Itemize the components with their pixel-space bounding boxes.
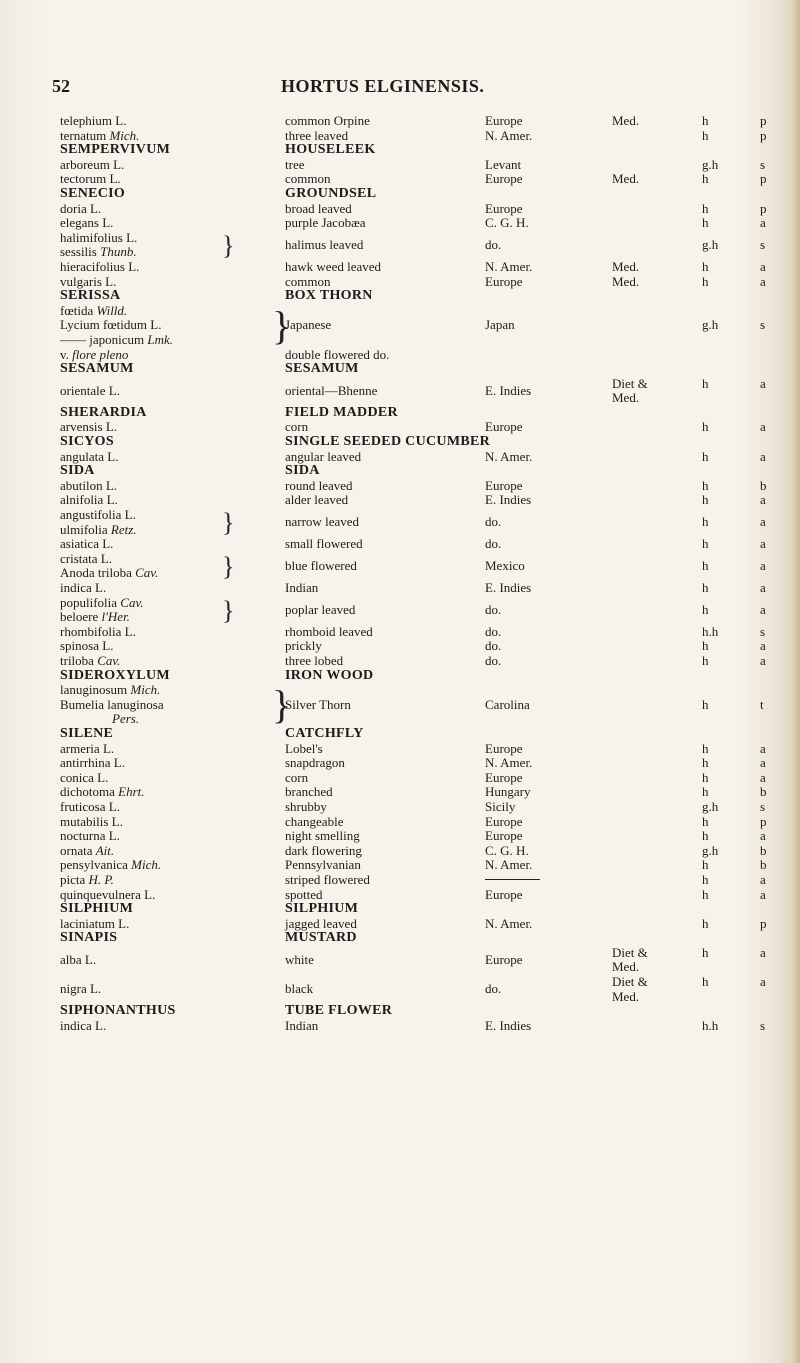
habit-code: b <box>760 842 767 858</box>
use: Med. <box>612 273 640 289</box>
species-row <box>0 348 800 363</box>
genus-name: SIDEROXYLUM <box>60 667 170 683</box>
species-name: dichotoma Ehrt. <box>60 784 145 800</box>
duration-code: h <box>702 813 709 829</box>
duration-code: h <box>702 492 709 508</box>
species-name: laciniatum L. <box>60 915 130 931</box>
genus-name: SILENE <box>60 725 114 741</box>
species-name: ornata Ait. <box>60 842 115 858</box>
native-country: Hungary <box>485 784 531 800</box>
duration-code: h <box>702 601 709 617</box>
synonym-brace: } <box>222 508 235 538</box>
habit-code: p <box>760 813 767 829</box>
common-name: Japanese <box>285 317 332 333</box>
species-name: quinquevulnera L. <box>60 886 156 902</box>
common-name: snapdragon <box>285 755 345 771</box>
duration-code: h <box>702 915 709 931</box>
habit-code: a <box>760 974 766 990</box>
common-name: prickly <box>285 638 322 654</box>
native-country: Sicily <box>485 798 516 814</box>
habit-code: a <box>760 944 766 960</box>
species-row <box>0 873 800 888</box>
common-name: striped flowered <box>285 871 370 887</box>
habit-code: a <box>760 886 766 902</box>
page-header <box>0 76 800 98</box>
native-country: N. Amer. <box>485 127 533 143</box>
species-row <box>0 800 800 815</box>
catalogue-table <box>0 114 800 1033</box>
species-name: fœtida Willd. Lycium fœtidum L. —— japonicum Lmk. <box>60 302 174 347</box>
species-row <box>0 639 800 654</box>
species-name: triloba Cav. <box>60 652 121 668</box>
habit-code: p <box>760 127 767 143</box>
common-name: night smelling <box>285 828 360 844</box>
habit-code: s <box>760 237 766 253</box>
habit-code: a <box>760 601 766 617</box>
habit-code: s <box>760 1017 766 1033</box>
common-name: spotted <box>285 886 323 902</box>
duration-code: h <box>702 871 709 887</box>
genus-row <box>0 187 800 202</box>
duration-code: h.h <box>702 1017 719 1033</box>
duration-code: h <box>702 828 709 844</box>
species-row <box>0 581 800 596</box>
use: Diet & Med. <box>612 375 648 406</box>
species-row <box>0 771 800 786</box>
species-name: fruticosa L. <box>60 798 120 814</box>
native-country: E. Indies <box>485 1017 532 1033</box>
species-row <box>0 975 800 1004</box>
native-country: Europe <box>485 113 523 128</box>
native-country: N. Amer. <box>485 258 533 274</box>
species-name: alba L. <box>60 952 97 968</box>
native-country: E. Indies <box>485 492 532 508</box>
native-country: C. G. H. <box>485 215 529 231</box>
genus-name: SEMPERVIVUM <box>60 142 171 158</box>
species-row <box>0 202 800 217</box>
common-name: rhomboid leaved <box>285 623 373 639</box>
habit-code: t <box>760 696 764 712</box>
native-country: do. <box>485 652 502 668</box>
species-name: populifolia Cav. beloere l'Her. <box>60 594 144 625</box>
species-row <box>0 625 800 640</box>
species-row <box>0 756 800 771</box>
native-country: do. <box>485 536 502 552</box>
running-title: HORTUS ELGINENSIS. <box>281 76 485 96</box>
species-row <box>0 654 800 669</box>
species-name: arvensis L. <box>60 419 118 435</box>
habit-code: a <box>760 215 766 231</box>
common-name: Indian <box>285 1017 319 1033</box>
species-row <box>0 858 800 873</box>
species-row <box>0 450 800 465</box>
native-country: Carolina <box>485 696 530 712</box>
genus-name: SINAPIS <box>60 930 118 946</box>
habit-code: b <box>760 477 767 493</box>
native-country: Europe <box>485 171 523 187</box>
genus-name: SIPHONANTHUS <box>60 1003 176 1019</box>
native-country: Levant <box>485 156 522 172</box>
duration-code: h <box>702 974 709 990</box>
habit-code: a <box>760 258 766 274</box>
species-name: alnifolia L. <box>60 492 118 508</box>
species-name: conica L. <box>60 769 109 785</box>
duration-code: h <box>702 755 709 771</box>
synonym-brace: } <box>222 595 235 625</box>
native-country: Europe <box>485 200 523 216</box>
habit-code: p <box>760 171 767 187</box>
use: Med. <box>612 113 640 128</box>
species-name: nigra L. <box>60 981 102 997</box>
species-name: antirrhina L. <box>60 755 125 771</box>
genus-common-name: BOX THORN <box>285 288 373 304</box>
duration-code: h <box>702 258 709 274</box>
common-name: common Orpine <box>285 113 370 128</box>
duration-code: h <box>702 740 709 756</box>
genus-row <box>0 669 800 684</box>
genus-common-name: TUBE FLOWER <box>285 1003 393 1019</box>
species-row <box>0 420 800 435</box>
species-name: indica L. <box>60 1017 107 1033</box>
common-name: Pennsylvanian <box>285 857 361 873</box>
species-name: pensylvanica Mich. <box>60 857 162 873</box>
genus-common-name: IRON WOOD <box>285 667 374 683</box>
duration-code: g.h <box>702 798 719 814</box>
genus-row <box>0 362 800 377</box>
common-name: oriental—Bhenne <box>285 383 378 398</box>
common-name: corn <box>285 769 309 785</box>
duration-code: h <box>702 273 709 289</box>
habit-code: p <box>760 200 767 216</box>
duration-code: h <box>702 784 709 800</box>
common-name: round leaved <box>285 477 353 493</box>
species-name: doria L. <box>60 200 102 216</box>
common-name: Indian <box>285 580 319 596</box>
species-row <box>0 742 800 757</box>
habit-code: a <box>760 558 766 574</box>
native-country: E. Indies <box>485 383 532 398</box>
genus-common-name: GROUNDSEL <box>285 185 377 201</box>
common-name: broad leaved <box>285 200 352 216</box>
common-name: shrubby <box>285 798 327 814</box>
common-name: Silver Thorn <box>285 696 351 712</box>
common-name: poplar leaved <box>285 601 356 617</box>
genus-row <box>0 143 800 158</box>
duration-code: h <box>702 477 709 493</box>
species-row <box>0 158 800 173</box>
species-row <box>0 479 800 494</box>
habit-code: s <box>760 156 766 172</box>
species-row <box>0 917 800 932</box>
species-name: nocturna L. <box>60 828 120 844</box>
duration-code: h <box>702 696 709 712</box>
native-country: Europe <box>485 769 523 785</box>
duration-code: h <box>702 171 709 187</box>
native-country: Europe <box>485 419 523 435</box>
genus-row <box>0 931 800 946</box>
species-name: elegans L. <box>60 215 114 231</box>
common-name: tree <box>285 156 305 172</box>
duration-code: h <box>702 113 709 128</box>
species-row <box>0 114 800 129</box>
species-name: lanuginosum Mich. Bumelia lanuginosa Pers. <box>60 682 164 727</box>
genus-common-name: FIELD MADDER <box>285 404 398 420</box>
duration-code: h <box>702 944 709 960</box>
species-row <box>0 683 800 727</box>
species-name: telephium L. <box>60 113 127 128</box>
native-country: do. <box>485 601 502 617</box>
native-country: Europe <box>485 477 523 493</box>
common-name: Lobel's <box>285 740 323 756</box>
species-row <box>0 493 800 508</box>
common-name: halimus leaved <box>285 237 364 253</box>
native-country: do. <box>485 638 502 654</box>
habit-code: a <box>760 769 766 785</box>
native-country <box>485 873 615 888</box>
native-country: do. <box>485 981 502 997</box>
common-name: jagged leaved <box>285 915 357 931</box>
common-name: dark flowering <box>285 842 362 858</box>
genus-common-name: SESAMUM <box>285 361 359 377</box>
common-name: double flowered do. <box>285 346 390 362</box>
habit-code: s <box>760 798 766 814</box>
duration-code: h <box>702 419 709 435</box>
synonym-brace: } <box>272 302 292 348</box>
duration-code: g.h <box>702 237 719 253</box>
common-name: corn <box>285 419 309 435</box>
native-country: Mexico <box>485 558 525 574</box>
species-name: angulata L. <box>60 448 119 464</box>
genus-name: SERISSA <box>60 288 121 304</box>
species-row <box>0 129 800 144</box>
species-row <box>0 260 800 275</box>
synonym-brace: } <box>222 551 235 581</box>
native-country: N. Amer. <box>485 755 533 771</box>
habit-code: a <box>760 375 766 391</box>
genus-common-name: SINGLE SEEDED CUCUMBER <box>285 434 491 450</box>
common-name: angular leaved <box>285 448 362 464</box>
genus-common-name: MUSTARD <box>285 930 357 946</box>
native-country: N. Amer. <box>485 857 533 873</box>
species-row <box>0 231 800 260</box>
common-name: small flowered <box>285 536 363 552</box>
genus-row <box>0 727 800 742</box>
native-country: do. <box>485 237 502 253</box>
common-name: white <box>285 952 314 968</box>
species-name: cristata L. Anoda triloba Cav. <box>60 550 159 581</box>
duration-code: h <box>702 200 709 216</box>
common-name: black <box>285 981 314 997</box>
species-name: mutabilis L. <box>60 813 123 829</box>
species-name: orientale L. <box>60 383 120 398</box>
species-row <box>0 537 800 552</box>
species-name: armeria L. <box>60 740 115 756</box>
genus-name: SESAMUM <box>60 361 134 377</box>
duration-code: h <box>702 448 709 464</box>
duration-code: h <box>702 215 709 231</box>
habit-code: a <box>760 652 766 668</box>
habit-code: a <box>760 740 766 756</box>
page-number: 52 <box>52 76 70 96</box>
duration-code: h.h <box>702 623 719 639</box>
native-country: do. <box>485 514 502 530</box>
species-name: abutilon L. <box>60 477 118 493</box>
genus-row <box>0 464 800 479</box>
genus-name: SENECIO <box>60 185 126 201</box>
habit-code: a <box>760 492 766 508</box>
synonym-brace: } <box>222 230 235 260</box>
duration-code: h <box>702 769 709 785</box>
use: Med. <box>612 171 640 187</box>
species-row <box>0 216 800 231</box>
genus-row <box>0 1004 800 1019</box>
ditto-dash <box>485 879 540 880</box>
genus-name: SICYOS <box>60 434 114 450</box>
habit-code: s <box>760 317 766 333</box>
native-country: Europe <box>485 740 523 756</box>
duration-code: h <box>702 652 709 668</box>
species-row <box>0 815 800 830</box>
species-row <box>0 888 800 903</box>
duration-code: h <box>702 514 709 530</box>
genus-row <box>0 902 800 917</box>
use: Med. <box>612 258 640 274</box>
species-name: ternatum Mich. <box>60 127 140 143</box>
species-row <box>0 304 800 348</box>
species-row <box>0 275 800 290</box>
duration-code: h <box>702 536 709 552</box>
species-row <box>0 552 800 581</box>
species-name: hieracifolius L. <box>60 258 140 274</box>
habit-code: p <box>760 113 767 128</box>
species-row <box>0 377 800 406</box>
native-country: E. Indies <box>485 580 532 596</box>
native-country: N. Amer. <box>485 448 533 464</box>
habit-code: a <box>760 828 766 844</box>
synonym-brace: } <box>272 682 292 728</box>
species-row <box>0 946 800 975</box>
habit-code: b <box>760 784 767 800</box>
duration-code: h <box>702 638 709 654</box>
species-name: picta H. P. <box>60 871 114 887</box>
native-country: N. Amer. <box>485 915 533 931</box>
habit-code: a <box>760 273 766 289</box>
species-row <box>0 844 800 859</box>
common-name: common <box>285 171 331 187</box>
common-name: changeable <box>285 813 344 829</box>
use: Diet & Med. <box>612 974 648 1004</box>
species-row <box>0 1019 800 1034</box>
habit-code: a <box>760 514 766 530</box>
duration-code: g.h <box>702 317 719 333</box>
species-name: angustifolia L. ulmifolia Retz. <box>60 507 137 537</box>
species-row <box>0 829 800 844</box>
native-country: Europe <box>485 828 523 844</box>
native-country: C. G. H. <box>485 842 529 858</box>
habit-code: a <box>760 638 766 654</box>
native-country: Europe <box>485 273 523 289</box>
duration-code: h <box>702 127 709 143</box>
common-name: three leaved <box>285 127 349 143</box>
species-name: rhombifolia L. <box>60 623 136 639</box>
common-name: narrow leaved <box>285 514 359 530</box>
habit-code: a <box>760 419 766 435</box>
habit-code: b <box>760 857 767 873</box>
common-name: three lobed <box>285 652 344 668</box>
genus-common-name: HOUSELEEK <box>285 142 376 158</box>
common-name: branched <box>285 784 333 800</box>
genus-common-name: CATCHFLY <box>285 725 364 741</box>
species-row <box>0 596 800 625</box>
species-name: v. flore pleno <box>60 346 129 362</box>
genus-row <box>0 406 800 421</box>
common-name: purple Jacobæa <box>285 215 366 231</box>
habit-code: a <box>760 755 766 771</box>
habit-code: a <box>760 536 766 552</box>
genus-common-name: SILPHIUM <box>285 901 359 917</box>
genus-name: SHERARDIA <box>60 404 147 420</box>
common-name: hawk weed leaved <box>285 258 382 274</box>
native-country: Japan <box>485 317 515 333</box>
species-name: indica L. <box>60 580 107 596</box>
species-row <box>0 508 800 537</box>
duration-code: h <box>702 580 709 596</box>
genus-name: SIDA <box>60 463 95 479</box>
genus-row <box>0 435 800 450</box>
duration-code: g.h <box>702 842 719 858</box>
habit-code: s <box>760 623 766 639</box>
habit-code: p <box>760 915 767 931</box>
habit-code: a <box>760 448 766 464</box>
native-country: Europe <box>485 952 523 968</box>
native-country: Europe <box>485 886 523 902</box>
species-row <box>0 785 800 800</box>
duration-code: h <box>702 375 709 391</box>
duration-code: h <box>702 558 709 574</box>
species-name: asiatica L. <box>60 536 114 552</box>
species-name: halimifolius L. sessilis Thunb. <box>60 229 138 260</box>
common-name: common <box>285 273 331 289</box>
duration-code: h <box>702 857 709 873</box>
habit-code: a <box>760 871 766 887</box>
native-country: do. <box>485 623 502 639</box>
species-row <box>0 172 800 187</box>
common-name: blue flowered <box>285 558 357 574</box>
habit-code: a <box>760 580 766 596</box>
species-name: tectorum L. <box>60 171 121 187</box>
genus-common-name: SIDA <box>285 463 320 479</box>
genus-name: SILPHIUM <box>60 901 134 917</box>
duration-code: g.h <box>702 156 719 172</box>
genus-row <box>0 289 800 304</box>
species-name: spinosa L. <box>60 638 114 654</box>
species-name: arboreum L. <box>60 156 125 172</box>
duration-code: h <box>702 886 709 902</box>
common-name: alder leaved <box>285 492 349 508</box>
use: Diet & Med. <box>612 944 648 975</box>
native-country: Europe <box>485 813 523 829</box>
species-name: vulgaris L. <box>60 273 117 289</box>
